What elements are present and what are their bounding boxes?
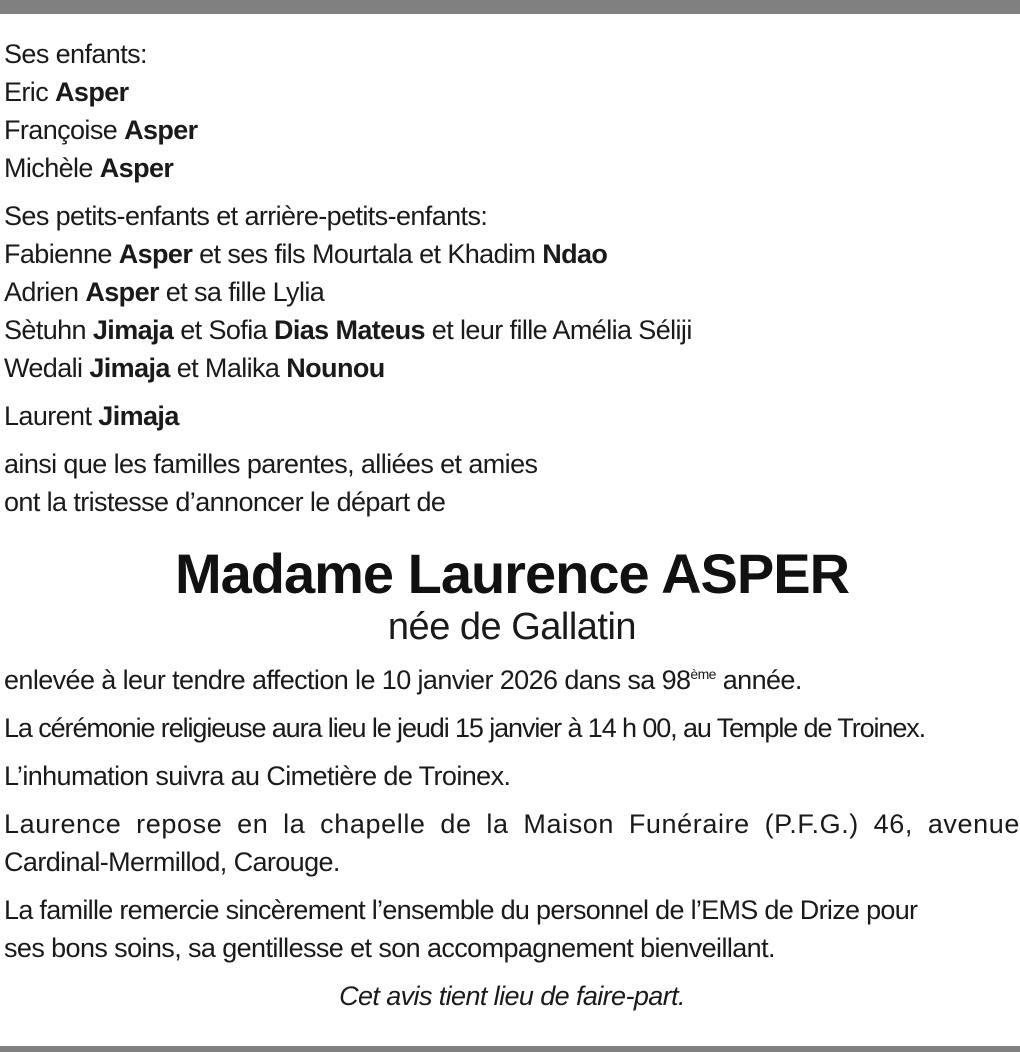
- thanks-info: La famille remercie sincèrement l’ensemble du personnel de l’EMS de Drize pour ses bons soins, sa gentillesse et son accompagnement bienveillant.: [4, 895, 918, 963]
- grandchild-entry: Fabienne Asper et ses fils Mourtala et Khadim Ndao: [4, 239, 608, 269]
- families-announcement: [4, 445, 1020, 521]
- death-statement: enlevée à leur tendre affection le 10 janvier 2026 dans sa 98ème année.: [4, 665, 802, 695]
- burial-info: L’inhumation suivra au Cimetière de Troinex.: [4, 761, 511, 791]
- other-family-section: [4, 397, 1020, 435]
- families-line: ainsi que les familles parentes, alliées et amies: [4, 449, 538, 479]
- grandchildren-heading: Ses petits-enfants et arrière-petits-enfants:: [4, 201, 488, 231]
- child-entry: Eric Asper: [4, 77, 129, 107]
- grandchild-entry: Wedali Jimaja et Malika Nounou: [4, 353, 385, 383]
- ceremony-info: La cérémonie religieuse aura lieu le jeudi 15 janvier à 14 h 00, au Temple de Troinex.: [4, 713, 926, 743]
- closing-note: Cet avis tient lieu de faire-part.: [339, 981, 685, 1011]
- deceased-name: Madame Laurence ASPER: [174, 542, 850, 605]
- repose-info: Laurence repose en la chapelle de la Maison Funéraire (P.F.G.) 46, avenue Cardinal-Mermillod, Carouge.: [4, 809, 1020, 877]
- other-family-entry: Laurent Jimaja: [4, 401, 179, 431]
- grandchild-entry: Adrien Asper et sa fille Lylia: [4, 277, 325, 307]
- bottom-divider: [0, 1046, 1020, 1052]
- obituary-notice: [4, 35, 1020, 1015]
- child-entry: Françoise Asper: [4, 115, 198, 145]
- maiden-name: née de Gallatin: [387, 606, 637, 648]
- grandchildren-section: [4, 197, 1020, 387]
- children-heading: Ses enfants:: [4, 39, 147, 69]
- announcement-line: ont la tristesse d’annoncer le départ de: [4, 487, 446, 517]
- top-divider: [0, 0, 1020, 14]
- child-entry: Michèle Asper: [4, 153, 174, 183]
- children-section: [4, 35, 1020, 187]
- deceased-block: [4, 543, 1020, 649]
- grandchild-entry: Sètuhn Jimaja et Sofia Dias Mateus et leur fille Amélia Séliji: [4, 315, 692, 345]
